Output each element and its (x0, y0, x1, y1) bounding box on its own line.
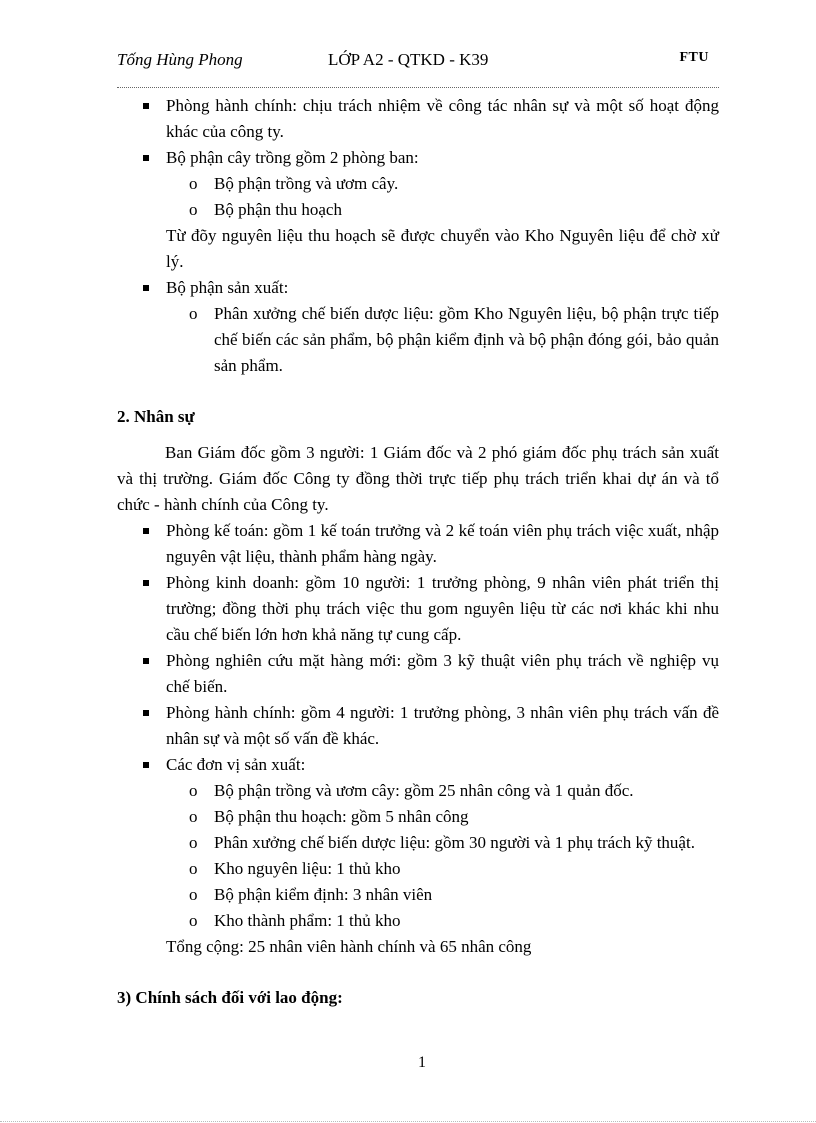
unit-kho-thanh-pham: o Kho thành phẩm: 1 thủ kho (117, 908, 719, 934)
unit-trong-uom: o Bộ phận trồng và ươm cây: gồm 25 nhân công và 1 quản đốc. (117, 778, 719, 804)
sub-bullet-trong-uom: o Bộ phận trồng và ươm cây. (117, 171, 719, 197)
spacer (117, 960, 719, 985)
header-school: FTU (679, 50, 709, 65)
page-bottom-border (0, 1121, 816, 1122)
unit-kho-nguyen-lieu: o Kho nguyên liệu: 1 thủ kho (117, 856, 719, 882)
bullet-ke-toan: Phòng kế toán: gồm 1 kế toán trưởng và 2 kế toán viên phụ trách việc xuất, nhập nguyên vật liệu, thành phẩm hàng ngày. (117, 518, 719, 570)
document-body (117, 93, 719, 1011)
cay-trong-note: Từ đõy nguyên liệu thu hoạch sẽ được chuyển vào Kho Nguyên liệu để chờ xử lý. (166, 226, 719, 271)
sub-bullet-thu-hoach: o Bộ phận thu hoạch (117, 197, 719, 223)
unit-thu-hoach: o Bộ phận thu hoạch: gồm 5 nhân công (117, 804, 719, 830)
bullet-hanh-chinh-2: Phòng hành chính: gồm 4 người: 1 trưởng phòng, 3 nhân viên phụ trách vấn đề nhân sự và một số vấn đề khác. (117, 700, 719, 752)
bullet-hanh-chinh: Phòng hành chính: chịu trách nhiệm về công tác nhân sự và một số hoạt động khác của công ty. (117, 93, 719, 145)
unit-phan-xuong: o Phân xưởng chế biến dược liệu: gồm 30 người và 1 phụ trách kỹ thuật. (117, 830, 719, 856)
page-header (117, 48, 719, 76)
bullet-san-xuat: Bộ phận sản xuất: (117, 275, 719, 301)
header-author: Tống Hùng Phong (117, 50, 243, 69)
total-staff: Tổng cộng: 25 nhân viên hành chính và 65 nhân công (166, 937, 532, 956)
bullet-cay-trong: Bộ phận cây trồng gồm 2 phòng ban: (117, 145, 719, 171)
unit-kiem-dinh: o Bộ phận kiểm định: 3 nhân viên (117, 882, 719, 908)
spacer (117, 430, 719, 440)
sub-bullet-phan-xuong: o Phân xưởng chế biến dược liệu: gồm Kho Nguyên liệu, bộ phận trực tiếp chế biến các sản phẩm, bộ phận kiểm định và bộ phận đóng gói, bảo quản sản phẩm. (117, 301, 719, 379)
bullet-nghien-cuu: Phòng nghiên cứu mặt hàng mới: gồm 3 kỹ thuật viên phụ trách về nghiệp vụ chế biến. (117, 648, 719, 700)
header-divider (117, 87, 719, 88)
nhan-su-intro: Ban Giám đốc gồm 3 người: 1 Giám đốc và 2 phó giám đốc phụ trách sản xuất và thị trường. Giám đốc Công ty đồng thời trực tiếp phụ trách triển khai dự án và tổ chức - hành chính của Công ty. (117, 443, 719, 514)
spacer (117, 379, 719, 404)
section-heading-nhan-su: 2. Nhân sự (117, 407, 195, 426)
header-class: LỚP A2 - QTKD - K39 (328, 50, 489, 69)
page-number: 1 (418, 1054, 426, 1071)
section-heading-chinh-sach: 3) Chính sách đối với lao động: (117, 988, 343, 1007)
bullet-don-vi-san-xuat: Các đơn vị sản xuất: (117, 752, 719, 778)
bullet-kinh-doanh: Phòng kinh doanh: gồm 10 người: 1 trưởng phòng, 9 nhân viên phát triển thị trường; đồng thời phụ trách việc thu gom nguyên liệu từ các nơi khác khi nhu cầu chế biến lớn hơn khả năng tự cung cấp. (117, 570, 719, 648)
